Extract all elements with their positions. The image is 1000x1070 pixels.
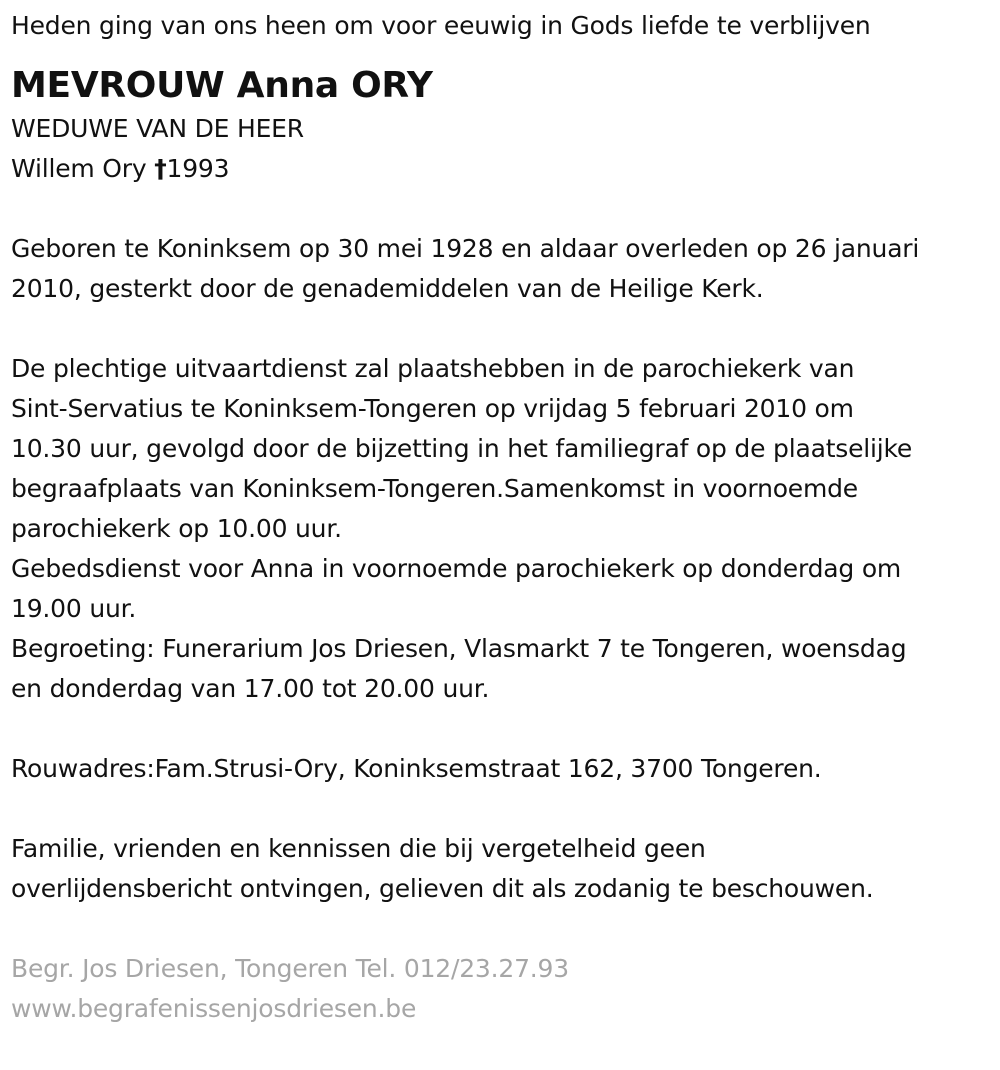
cross-icon: † [154, 154, 167, 183]
birth-death-paragraph [11, 229, 996, 309]
paragraph-line: parochiekerk op 10.00 uur. [11, 514, 342, 543]
intro-text: Heden ging van ons heen om voor eeuwig in Gods liefde te verblijven [11, 11, 871, 40]
paragraph-line: 19.00 uur. [11, 594, 137, 623]
paragraph-line: Geboren te Koninksem op 30 mei 1928 en aldaar overleden op 26 januari [11, 234, 920, 263]
service-paragraph [11, 349, 996, 709]
paragraph-line: Sint-Servatius te Koninksem-Tongeren op vrijdag 5 februari 2010 om [11, 394, 854, 423]
undertaker-website[interactable]: www.begrafenissenjosdriesen.be [11, 994, 417, 1023]
paragraph-line: 2010, gesterkt door de genademiddelen van de Heilige Kerk. [11, 274, 764, 303]
paragraph-line: De plechtige uitvaartdienst zal plaatshebben in de parochiekerk van [11, 354, 855, 383]
spacer [11, 909, 996, 949]
undertaker-contact: Begr. Jos Driesen, Tongeren Tel. 012/23.27.93 [11, 954, 569, 983]
spacer [11, 189, 996, 229]
paragraph-line: overlijdensbericht ontvingen, gelieven dit als zodanig te beschouwen. [11, 874, 874, 903]
paragraph-line: Begroeting: Funerarium Jos Driesen, Vlasmarkt 7 te Tongeren, woensdag [11, 634, 907, 663]
deceased-name: MEVROUW Anna ORY [11, 65, 433, 106]
undertaker-footer [11, 949, 996, 1029]
widow-of-label: WEDUWE VAN DE HEER [11, 114, 304, 143]
obituary-notice [11, 6, 996, 1029]
spouse-death-year: 1993 [166, 154, 230, 183]
spacer [11, 309, 996, 349]
family-paragraph [11, 829, 996, 909]
spacer [11, 789, 996, 829]
spouse-name: Willem Ory [11, 154, 147, 183]
spouse-line [11, 149, 996, 189]
paragraph-line: Gebedsdienst voor Anna in voornoemde parochiekerk op donderdag om [11, 554, 902, 583]
paragraph-line: begraafplaats van Koninksem-Tongeren.Samenkomst in voornoemde [11, 474, 858, 503]
mourning-address: Rouwadres:Fam.Strusi-Ory, Koninksemstraat 162, 3700 Tongeren. [11, 754, 822, 783]
paragraph-line: 10.30 uur, gevolgd door de bijzetting in het familiegraf op de plaatselijke [11, 434, 913, 463]
paragraph-line: Familie, vrienden en kennissen die bij vergetelheid geen [11, 834, 706, 863]
paragraph-line: en donderdag van 17.00 tot 20.00 uur. [11, 674, 490, 703]
spacer [11, 709, 996, 749]
